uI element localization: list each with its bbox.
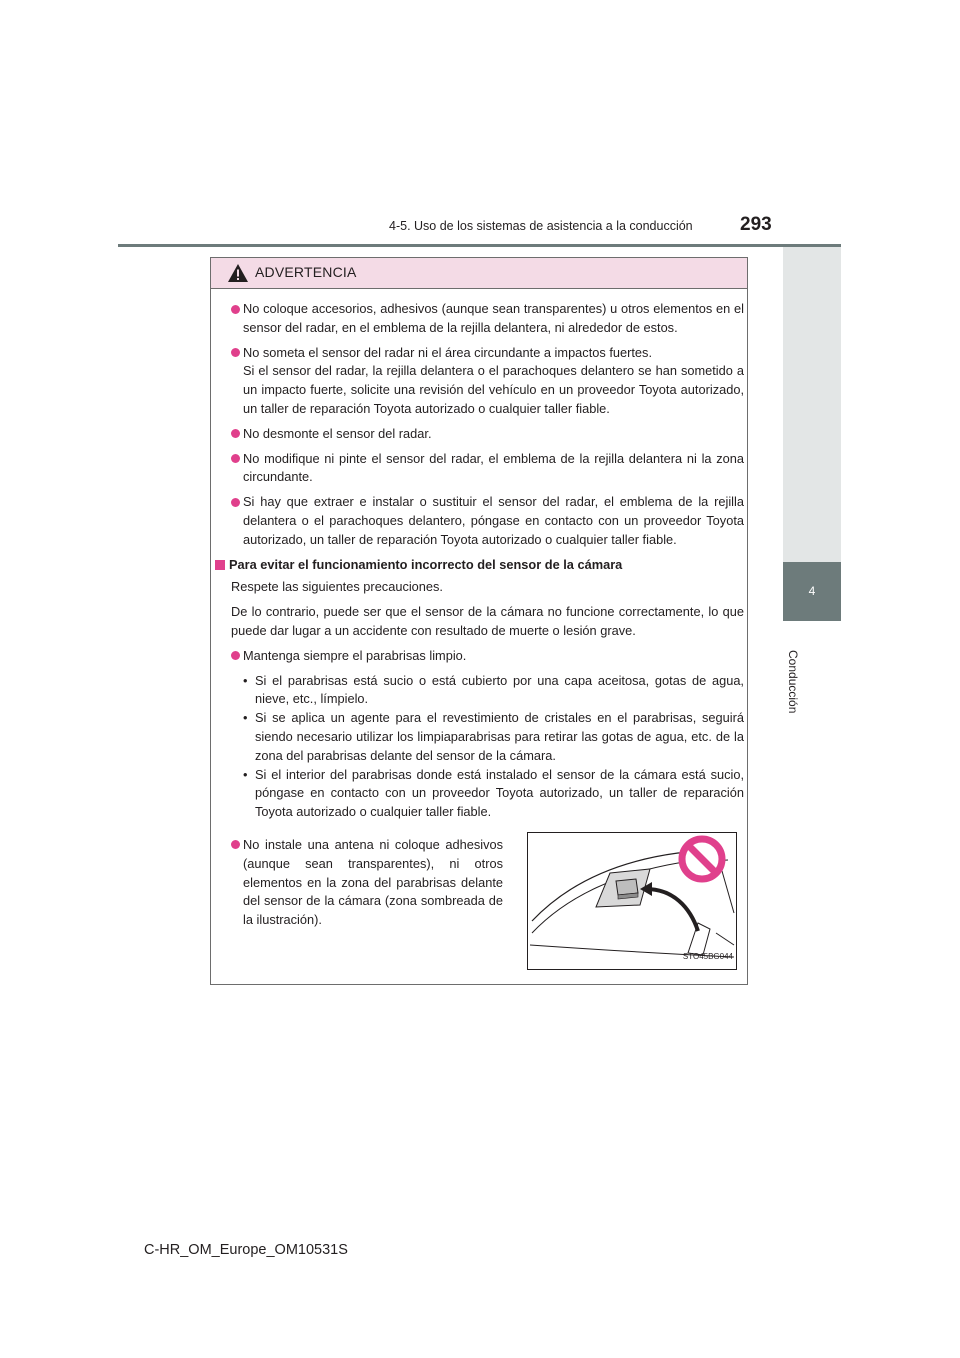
warning-body bbox=[231, 300, 744, 976]
page-number: 293 bbox=[740, 214, 772, 235]
list-item: No modifique ni pinte el sensor del radar, el emblema de la rejilla delantera ni la zona circundante. bbox=[231, 450, 744, 488]
side-tab-strip bbox=[783, 247, 841, 562]
cleaning-bullets bbox=[231, 672, 744, 822]
bullet-dot-icon bbox=[231, 454, 240, 463]
bullet-dot-icon bbox=[231, 348, 240, 357]
bullet-dot-icon bbox=[231, 429, 240, 438]
bullet-dot-icon bbox=[231, 840, 240, 849]
camera-section-heading: Para evitar el funcionamiento incorrecto del sensor de la cámara bbox=[215, 556, 744, 575]
bullet-item: • Si el interior del parabrisas donde está instalado el sensor de la cámara está sucio, póngase en contacto con un proveedor Toyota autorizado, un taller de reparación Toyota autorizado o cualquier taller fiable. bbox=[243, 766, 744, 820]
chapter-label: Conducción bbox=[786, 650, 800, 714]
prohibited-icon bbox=[682, 839, 722, 879]
bullet-dot-icon bbox=[231, 305, 240, 314]
warning-box bbox=[210, 257, 748, 985]
warning-triangle-icon bbox=[227, 263, 249, 283]
list-item: No desmonte el sensor del radar. bbox=[231, 425, 744, 444]
list-item: Mantenga siempre el parabrisas limpio. bbox=[231, 647, 744, 666]
document-id: C-HR_OM_Europe_OM10531S bbox=[144, 1242, 348, 1258]
list-item: No someta el sensor del radar ni el área circundante a impactos fuertes. Si el sensor del radar, la rejilla delantera o el parachoques delantero se han sometido a un impacto fuerte, solicite una revisión del vehículo en un proveedor Toyota autorizado, un taller de reparación Toyota autorizado o cualquier taller fiable. bbox=[231, 344, 744, 419]
section-title: 4-5. Uso de los sistemas de asistencia a la conducción bbox=[389, 219, 693, 233]
camera-intro: Respete las siguientes precauciones. bbox=[231, 579, 443, 595]
figure-code: STO45BG044 bbox=[682, 952, 733, 962]
bullet-item: • Si el parabrisas está sucio o está cubierto por una capa aceitosa, gotas de agua, nieve, etc., límpielo. bbox=[243, 672, 744, 707]
warning-header bbox=[211, 258, 747, 289]
chapter-tab[interactable]: 4 bbox=[783, 562, 841, 621]
bullet-dot-icon bbox=[231, 498, 240, 507]
header-divider bbox=[118, 244, 841, 247]
camera-consequence: De lo contrario, puede ser que el sensor de la cámara no funcione correctamente, lo que puede dar lugar a un accidente con resultado de muerte o lesión grave. bbox=[231, 604, 744, 638]
square-bullet-icon bbox=[215, 560, 225, 570]
list-item: No instale una antena ni coloque adhesivos (aunque sean transparentes), ni otros elementos en la zona del parabrisas delante del sensor de la cámara (zona sombreada de la ilustración). bbox=[231, 836, 503, 930]
bullet-dot-icon bbox=[231, 651, 240, 660]
list-item: Si hay que extraer e instalar o sustituir el sensor del radar, el emblema de la rejilla delantera o el parachoques delantero, póngase en contacto con un proveedor Toyota autorizado, un taller de reparación Toyota autorizado o cualquier taller fiable. bbox=[231, 493, 744, 549]
windshield-illustration bbox=[527, 832, 737, 970]
warning-title: ADVERTENCIA bbox=[255, 264, 357, 280]
list-item: No coloque accesorios, adhesivos (aunque sean transparentes) u otros elementos en el sensor del radar, en el emblema de la rejilla delantera, ni alrededor de estos. bbox=[231, 300, 744, 338]
antenna-row bbox=[231, 836, 744, 976]
bullet-item: • Si se aplica un agente para el revestimiento de cristales en el parabrisas, seguirá siendo necesario utilizar los limpiaparabrisas para retirar las gotas de agua, etc. de la zona del parabrisas delante del sensor de la cámara. bbox=[243, 710, 744, 763]
